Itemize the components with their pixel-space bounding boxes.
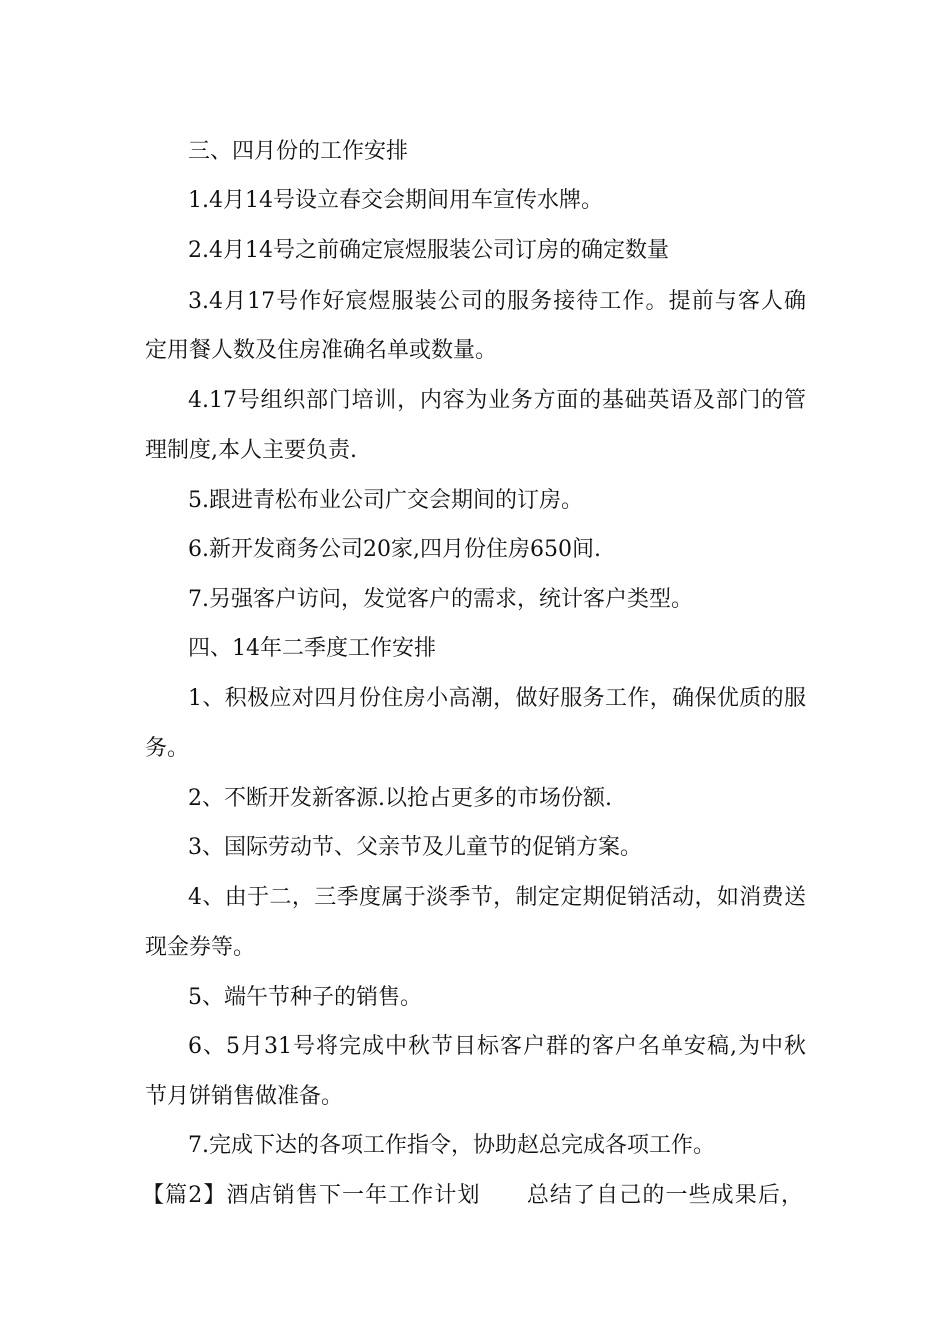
paragraph-line: 6、5月31号将完成中秋节目标客户群的客户名单安稿,为中秋 [188,1034,806,1059]
paragraph-line: 5、端午节种子的销售。 [188,985,422,1010]
paragraph-line: 3、国际劳动节、父亲节及儿童节的促销方案。 [188,835,642,860]
article-heading-part2: 【篇2】酒店销售下一年工作计划 总结了自己的一些成果后， [142,1183,803,1208]
paragraph-line: 5.跟进青松布业公司广交会期间的订房。 [188,488,583,513]
paragraph-line: 7.完成下达的各项工作指令，协助赵总完成各项工作。 [188,1133,715,1158]
paragraph-line: 2.4月14号之前确定宸煜服装公司订房的确定数量 [188,238,669,263]
paragraph-line: 3.4月17号作好宸煜服装公司的服务接待工作。提前与客人确 [188,289,806,314]
paragraph-line: 定用餐人数及住房准确名单或数量。 [145,338,498,363]
paragraph-line: 节月饼销售做准备。 [145,1084,344,1109]
paragraph-line: 4、由于二，三季度属于淡季节，制定定期促销活动，如消费送 [188,885,806,910]
paragraph-line: 6.新开发商务公司20家,四月份住房650间. [188,537,601,562]
paragraph-line: 7.另强客户访问，发觉客户的需求，统计客户类型。 [188,587,693,612]
paragraph-line: 务。 [145,736,190,761]
paragraph-line: 现金券等。 [145,935,256,960]
paragraph-line: 2、不断开发新客源.以抢占更多的市场份额. [188,786,612,811]
section-heading-april: 三、四月份的工作安排 [188,139,409,164]
paragraph-line: 理制度,本人主要负责. [145,438,357,463]
paragraph-line: 4.17号组织部门培训，内容为业务方面的基础英语及部门的管 [188,388,806,413]
paragraph-line: 1.4月14号设立春交会期间用车宣传水牌。 [188,188,603,213]
paragraph-line: 1、积极应对四月份住房小高潮，做好服务工作，确保优质的服 [188,686,806,711]
section-heading-q2: 四、14年二季度工作安排 [188,636,436,661]
